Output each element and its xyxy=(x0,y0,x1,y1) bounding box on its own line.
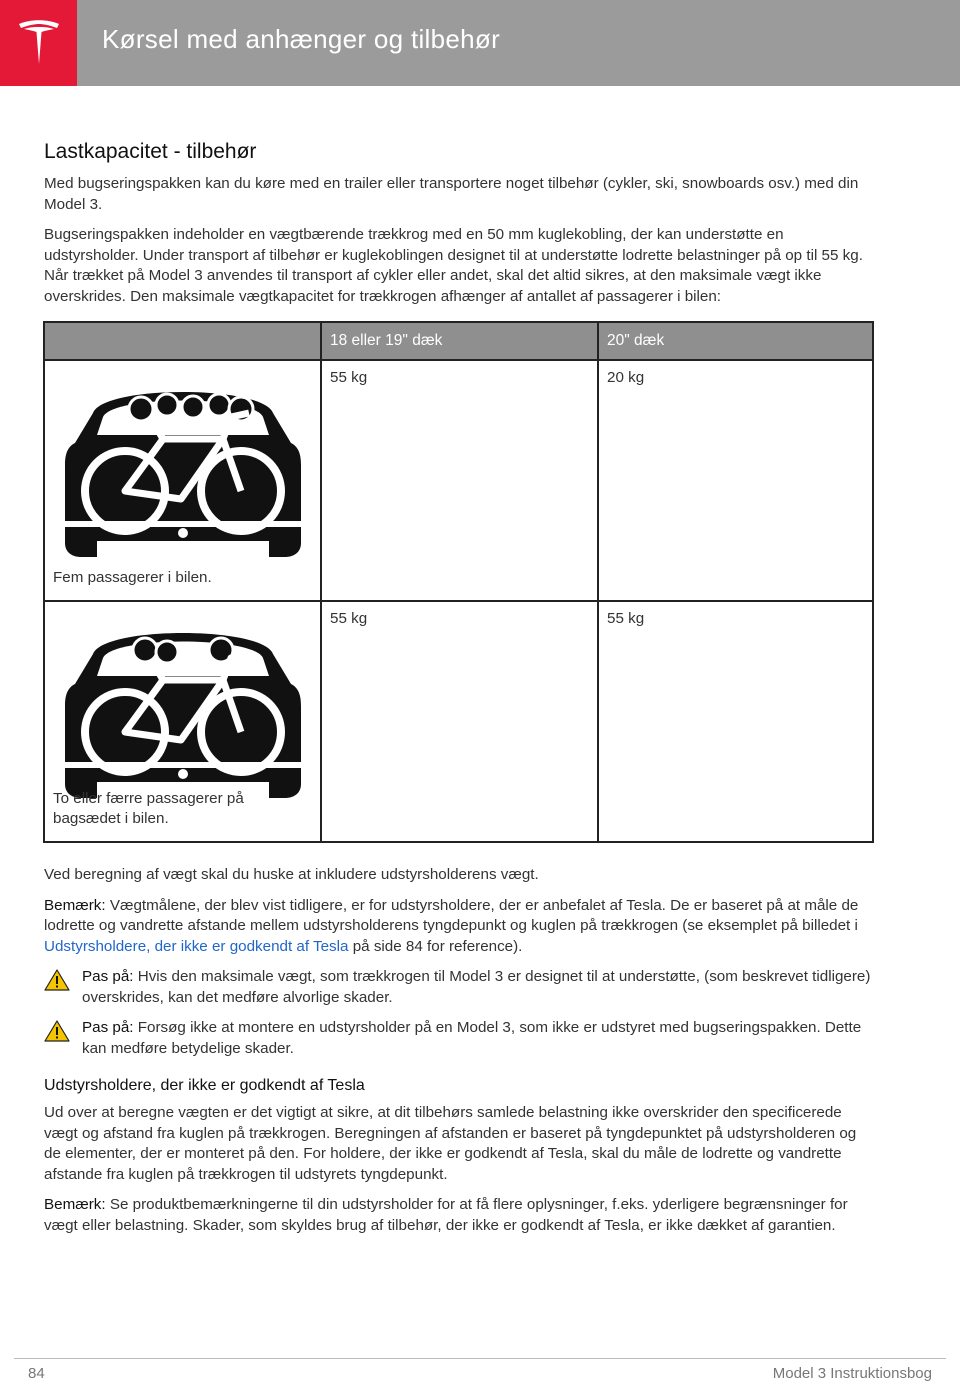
warning-text: Forsøg ikke at montere en udstyrsholder på en Model 3, som ikke er udstyret med bugseringspakken. Dette kan medføre betydelige skader. xyxy=(82,1019,862,1057)
note-label: Bemærk: xyxy=(44,896,106,914)
warning-icon xyxy=(44,969,70,991)
page-content xyxy=(44,140,874,1246)
warning-icon xyxy=(44,1020,70,1042)
table-cell-20: 20 kg xyxy=(598,360,873,601)
table-header-20: 20" dæk xyxy=(598,322,873,360)
non-tesla-holders-link[interactable]: Udstyrsholdere, der ikke er godkendt af Tesla xyxy=(44,937,349,955)
note-text-b: på side 84 for reference). xyxy=(352,937,523,955)
warning-callout xyxy=(44,967,874,1008)
note-text: Se produktbemærkningerne til din udstyrsholder for at få flere oplysninger, f.eks. yderligere begrænsninger for vægt eller belastning. Skader, som skyldes brug af tilbehør, der ikke er godkendt af Tesla, er ikke dækket af garantien. xyxy=(44,1196,848,1234)
weight-reminder-paragraph: Ved beregning af vægt skal du huske at inkludere udstyrsholderens vægt. xyxy=(44,866,539,883)
warning-label: Pas på: xyxy=(82,968,134,985)
table-header-row xyxy=(44,322,873,360)
table-cell-20: 55 kg xyxy=(598,601,873,842)
note-text-a: Vægtmålene, der blev vist tidligere, er for udstyrsholdere, der er anbefalet af Tesla. De er baseret på at måle de lodrette og vandrette afstande mellem udstyrsholderens tyngdepunkt og kuglen på trækkrogen (se eksemplet på billedet i xyxy=(44,896,859,934)
subsection-heading: Udstyrsholdere, der ikke er godkendt af Tesla xyxy=(44,1077,365,1094)
subsection-paragraph: Ud over at beregne vægten er det vigtigt at sikre, at dit tilbehørs samlede belastning ikke overskrider den specificerede vægt og afstand fra kuglen på trækkrogen. Beregningen af afstanden er baseret på tyngdepunktet på udstyrsholderen og de elementer, der er monteret på den. For holdere, der ikke er godkendt af Tesla, skal du måle de lodrette og vandrette afstande fra kuglen på trækkrogen til udstyrets tyngdepunkt. xyxy=(44,1104,857,1183)
table-cell-18-19: 55 kg xyxy=(321,360,598,601)
table-header-empty xyxy=(44,322,321,360)
subsection-note-paragraph xyxy=(44,1195,874,1236)
table-image-cell xyxy=(44,601,321,842)
note-paragraph xyxy=(44,896,874,958)
load-capacity-table xyxy=(43,321,874,843)
car-bike-two-passengers-illustration xyxy=(63,614,303,804)
table-row xyxy=(44,360,873,601)
page-header xyxy=(0,0,960,86)
car-bike-five-passengers-illustration xyxy=(63,373,303,563)
chapter-title: Kørsel med anhænger og tilbehør xyxy=(102,24,501,54)
table-image-cell xyxy=(44,360,321,601)
manual-title: Model 3 Instruktionsbog xyxy=(772,1365,932,1382)
hitch-paragraph: Bugseringspakken indeholder en vægtbærende trækkrog med en 50 mm kuglekobling, der kan understøtte en udstyrsholder. Under transport af tilbehør er kuglekoblingen designet til at understøtte lodrette belastninger på op til 55 kg. Når trækket på Model 3 anvendes til transport af cykler eller andet, skal det altid sikres, at den maksimale vægt ikke overskrides. Den maksimale vægtkapacitet for trækkrogen afhænger af antallet af passagerer i bilen: xyxy=(44,226,863,305)
table-row xyxy=(44,601,873,842)
tesla-logo xyxy=(0,0,77,86)
page-footer xyxy=(14,1358,946,1382)
note-label: Bemærk: xyxy=(44,1196,106,1213)
table-header-18-19: 18 eller 19" dæk xyxy=(321,322,598,360)
table-row-caption: To eller færre passagerer på bagsædet i bilen. xyxy=(53,790,244,827)
intro-paragraph: Med bugseringspakken kan du køre med en trailer eller transportere noget tilbehør (cykler, ski, snowboards osv.) med din Model 3. xyxy=(44,175,859,213)
warning-text: Hvis den maksimale vægt, som trækkrogen til Model 3 er designet til at understøtte, (som beskrevet tidligere) overskrides, kan det medføre alvorlige skader. xyxy=(82,968,871,1006)
tesla-t-icon xyxy=(16,18,62,68)
warning-callout xyxy=(44,1018,874,1059)
table-cell-18-19: 55 kg xyxy=(321,601,598,842)
table-row-caption: Fem passagerer i bilen. xyxy=(53,569,212,586)
section-heading: Lastkapacitet - tilbehør xyxy=(44,140,257,163)
warning-label: Pas på: xyxy=(82,1019,134,1036)
page-number: 84 xyxy=(28,1365,45,1382)
